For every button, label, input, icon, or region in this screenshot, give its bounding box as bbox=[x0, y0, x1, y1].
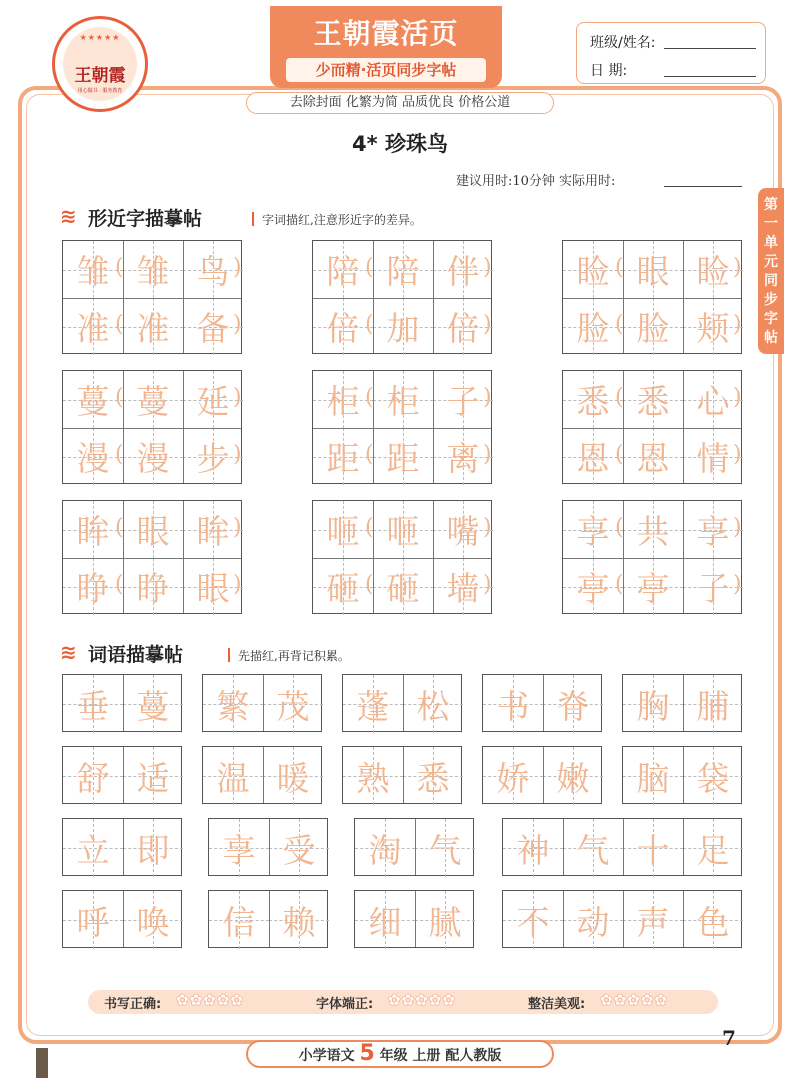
tracing-cell[interactable] bbox=[415, 819, 475, 877]
trace-character: 淘 bbox=[368, 830, 402, 870]
tracing-cell[interactable] bbox=[623, 371, 683, 428]
trace-character: 悉 bbox=[416, 758, 450, 798]
similar-char-grid bbox=[562, 500, 742, 614]
paren-close: ) bbox=[483, 571, 492, 597]
tracing-cell[interactable] bbox=[123, 371, 183, 428]
paren-close: ) bbox=[233, 571, 242, 597]
tracing-cell[interactable] bbox=[403, 747, 463, 805]
paren-open: ( bbox=[615, 384, 624, 410]
word-grid bbox=[208, 890, 328, 948]
paren-open: ( bbox=[115, 441, 124, 467]
tracing-cell[interactable] bbox=[623, 747, 683, 805]
tracing-cell[interactable] bbox=[313, 371, 373, 428]
trace-character: 立 bbox=[76, 830, 110, 870]
class-name-field[interactable] bbox=[664, 48, 756, 49]
trace-character: 嘴 bbox=[446, 512, 480, 551]
brand-subtitle: 少而精·活页同步字帖 bbox=[286, 58, 486, 82]
word-grid bbox=[354, 818, 474, 876]
tracing-cell[interactable] bbox=[63, 298, 123, 355]
trace-character: 子 bbox=[696, 569, 730, 608]
trace-character: 足 bbox=[696, 830, 730, 870]
trace-character: 气 bbox=[428, 830, 462, 870]
similar-char-grid bbox=[312, 500, 492, 614]
trace-character: 睑 bbox=[576, 252, 610, 291]
word-grid bbox=[62, 818, 182, 876]
word-grid bbox=[202, 746, 322, 804]
tracing-cell[interactable] bbox=[355, 891, 415, 949]
trace-character: 心 bbox=[696, 382, 730, 421]
tracing-cell[interactable] bbox=[623, 501, 683, 558]
trace-character: 眼 bbox=[636, 252, 670, 291]
paren-close: ) bbox=[733, 571, 742, 597]
tracing-cell[interactable] bbox=[63, 371, 123, 428]
tracing-cell[interactable] bbox=[343, 675, 403, 733]
tracing-cell[interactable] bbox=[313, 558, 373, 615]
paren-open: ( bbox=[365, 254, 374, 280]
trace-character: 气 bbox=[576, 830, 610, 870]
tracing-cell[interactable] bbox=[683, 675, 743, 733]
tracing-cell[interactable] bbox=[563, 241, 623, 298]
tracing-cell[interactable] bbox=[543, 747, 603, 805]
similar-char-grid bbox=[312, 240, 492, 354]
paren-open: ( bbox=[615, 514, 624, 540]
trace-character: 熟 bbox=[356, 758, 390, 798]
trace-character: 咂 bbox=[326, 512, 360, 551]
trace-character: 砸 bbox=[386, 569, 420, 608]
date-field[interactable] bbox=[664, 76, 756, 77]
trace-character: 娇 bbox=[496, 758, 530, 798]
trace-character: 柜 bbox=[326, 382, 360, 421]
trace-character: 漫 bbox=[76, 439, 110, 478]
trace-character: 赖 bbox=[282, 902, 316, 942]
paren-open: ( bbox=[115, 311, 124, 337]
tracing-cell[interactable] bbox=[269, 819, 329, 877]
tracing-cell[interactable] bbox=[373, 298, 433, 355]
tracing-cell[interactable] bbox=[683, 747, 743, 805]
trace-character: 信 bbox=[222, 902, 256, 942]
trace-character: 延 bbox=[196, 382, 230, 421]
logo-text: 王朝霞 bbox=[74, 66, 126, 86]
trace-character: 鸟 bbox=[196, 252, 230, 291]
trace-character: 腻 bbox=[428, 902, 462, 942]
tracing-cell[interactable] bbox=[203, 747, 263, 805]
tracing-cell[interactable] bbox=[203, 675, 263, 733]
tracing-cell[interactable] bbox=[313, 501, 373, 558]
tracing-cell[interactable] bbox=[623, 819, 683, 877]
trace-character: 茂 bbox=[276, 686, 310, 726]
tracing-cell[interactable] bbox=[563, 891, 623, 949]
trace-character: 加 bbox=[386, 309, 420, 348]
tracing-cell[interactable] bbox=[123, 891, 183, 949]
subject-label: 小学语文 bbox=[298, 1048, 355, 1064]
tracing-cell[interactable] bbox=[563, 558, 623, 615]
trace-character: 脊 bbox=[556, 686, 590, 726]
section1-note: 字词描红,注意形近字的差异。 bbox=[262, 213, 422, 227]
tracing-cell[interactable] bbox=[209, 891, 269, 949]
class-name-label: 班级/姓名: bbox=[590, 35, 656, 51]
paren-close: ) bbox=[483, 514, 492, 540]
tracing-cell[interactable] bbox=[63, 747, 123, 805]
trace-character: 距 bbox=[326, 439, 360, 478]
tracing-cell[interactable] bbox=[373, 428, 433, 485]
section2-divider bbox=[228, 648, 230, 662]
word-grid bbox=[502, 890, 742, 948]
trace-character: 细 bbox=[368, 902, 402, 942]
trace-character: 恩 bbox=[636, 439, 670, 478]
trace-character: 适 bbox=[136, 758, 170, 798]
tracing-cell[interactable] bbox=[563, 819, 623, 877]
paren-open: ( bbox=[615, 571, 624, 597]
trace-character: 不 bbox=[516, 902, 550, 942]
section2-note: 先描红,再背记积累。 bbox=[238, 649, 350, 663]
tracing-cell[interactable] bbox=[563, 371, 623, 428]
tracing-cell[interactable] bbox=[373, 501, 433, 558]
paren-open: ( bbox=[615, 254, 624, 280]
tracing-cell[interactable] bbox=[503, 891, 563, 949]
tracing-cell[interactable] bbox=[123, 501, 183, 558]
word-grid bbox=[482, 746, 602, 804]
paren-open: ( bbox=[615, 441, 624, 467]
trace-character: 脯 bbox=[696, 686, 730, 726]
paren-close: ) bbox=[483, 384, 492, 410]
tracing-cell[interactable] bbox=[483, 675, 543, 733]
tracing-cell[interactable] bbox=[63, 675, 123, 733]
trace-character: 倍 bbox=[446, 309, 480, 348]
trace-character: 眸 bbox=[196, 512, 230, 551]
tracing-cell[interactable] bbox=[63, 891, 123, 949]
trace-character: 备 bbox=[196, 309, 230, 348]
trace-character: 步 bbox=[196, 439, 230, 478]
tracing-cell[interactable] bbox=[63, 241, 123, 298]
paren-close: ) bbox=[733, 514, 742, 540]
trace-character: 漫 bbox=[136, 439, 170, 478]
trace-character: 倍 bbox=[326, 309, 360, 348]
grade-info bbox=[246, 1040, 554, 1068]
tracing-cell[interactable] bbox=[313, 241, 373, 298]
tracing-cell[interactable] bbox=[373, 371, 433, 428]
trace-character: 动 bbox=[576, 902, 610, 942]
wave-icon: ≋ bbox=[60, 640, 77, 664]
word-grid bbox=[342, 746, 462, 804]
trace-character: 声 bbox=[636, 902, 670, 942]
tracing-cell[interactable] bbox=[543, 675, 603, 733]
trace-character: 受 bbox=[282, 830, 316, 870]
trace-character: 雏 bbox=[136, 252, 170, 291]
actual-time-field[interactable] bbox=[664, 186, 742, 187]
trace-character: 唤 bbox=[136, 902, 170, 942]
trace-character: 胸 bbox=[636, 686, 670, 726]
trace-character: 共 bbox=[636, 512, 670, 551]
paren-close: ) bbox=[233, 311, 242, 337]
page-number: 7 bbox=[722, 1026, 736, 1050]
date-label: 日 期: bbox=[590, 63, 628, 79]
trace-character: 松 bbox=[416, 686, 450, 726]
grade-text: 年级 上册 配人教版 bbox=[379, 1048, 502, 1064]
trace-character: 亭 bbox=[636, 569, 670, 608]
trace-character: 咂 bbox=[386, 512, 420, 551]
brand-logo bbox=[52, 16, 148, 112]
unit-tab-label: 第 一 单 元 同 步 字 帖 bbox=[764, 197, 778, 346]
trace-character: 繁 bbox=[216, 686, 250, 726]
trace-character: 睁 bbox=[76, 569, 110, 608]
logo-subtext: 用心做书 · 服务教育 bbox=[77, 88, 123, 94]
paren-close: ) bbox=[733, 254, 742, 280]
tracing-cell[interactable] bbox=[63, 501, 123, 558]
tracing-cell[interactable] bbox=[263, 747, 323, 805]
trace-character: 颊 bbox=[696, 309, 730, 348]
similar-char-grid bbox=[312, 370, 492, 484]
tracing-cell[interactable] bbox=[123, 298, 183, 355]
trace-character: 享 bbox=[222, 830, 256, 870]
tracing-cell[interactable] bbox=[373, 241, 433, 298]
trace-character: 悉 bbox=[636, 382, 670, 421]
tracing-cell[interactable] bbox=[63, 558, 123, 615]
trace-character: 书 bbox=[496, 686, 530, 726]
trace-character: 眼 bbox=[196, 569, 230, 608]
logo-stars-icon: ★★★★★ bbox=[79, 33, 121, 42]
paren-close: ) bbox=[733, 311, 742, 337]
paren-close: ) bbox=[483, 311, 492, 337]
paren-close: ) bbox=[483, 441, 492, 467]
brand-title: 王朝霞活页 bbox=[313, 17, 459, 50]
similar-char-grid bbox=[562, 370, 742, 484]
trace-character: 袋 bbox=[696, 758, 730, 798]
time-text: 建议用时:10分钟 实际用时: bbox=[456, 174, 616, 189]
trace-character: 脸 bbox=[636, 309, 670, 348]
tracing-cell[interactable] bbox=[623, 241, 683, 298]
section2-title: 词语描摹帖 bbox=[88, 644, 184, 666]
lesson-title: 4* 珍珠鸟 bbox=[352, 132, 448, 156]
paren-close: ) bbox=[733, 441, 742, 467]
trace-character: 脑 bbox=[636, 758, 670, 798]
word-grid bbox=[622, 674, 742, 732]
trace-character: 眸 bbox=[76, 512, 110, 551]
tracing-cell[interactable] bbox=[563, 428, 623, 485]
similar-char-grid bbox=[562, 240, 742, 354]
similar-char-grid bbox=[62, 370, 242, 484]
rating-stars-clean[interactable]: ✿✿✿✿✿ bbox=[600, 991, 668, 1009]
trace-character: 恩 bbox=[576, 439, 610, 478]
tracing-cell[interactable] bbox=[123, 747, 183, 805]
trace-character: 垂 bbox=[76, 686, 110, 726]
word-grid bbox=[482, 674, 602, 732]
word-grid bbox=[62, 674, 182, 732]
trace-character: 亭 bbox=[576, 569, 610, 608]
rating-stars-neat[interactable]: ✿✿✿✿✿ bbox=[388, 991, 456, 1009]
word-grid bbox=[354, 890, 474, 948]
tracing-cell[interactable] bbox=[63, 428, 123, 485]
paren-close: ) bbox=[733, 384, 742, 410]
tracing-cell[interactable] bbox=[623, 675, 683, 733]
tracing-cell[interactable] bbox=[313, 298, 373, 355]
tracing-cell[interactable] bbox=[355, 819, 415, 877]
trace-character: 温 bbox=[216, 758, 250, 798]
trace-character: 准 bbox=[136, 309, 170, 348]
tracing-cell[interactable] bbox=[263, 675, 323, 733]
trace-character: 子 bbox=[446, 382, 480, 421]
word-grid bbox=[502, 818, 742, 876]
tracing-cell[interactable] bbox=[123, 819, 183, 877]
rating-stars-correct[interactable]: ✿✿✿✿✿ bbox=[176, 991, 244, 1009]
tracing-cell[interactable] bbox=[343, 747, 403, 805]
binding-spine bbox=[36, 1048, 48, 1078]
rating-label-clean: 整洁美观: bbox=[528, 997, 586, 1012]
trace-character: 暖 bbox=[276, 758, 310, 798]
trace-character: 享 bbox=[696, 512, 730, 551]
trace-character: 情 bbox=[696, 439, 730, 478]
tracing-cell[interactable] bbox=[123, 558, 183, 615]
paren-close: ) bbox=[483, 254, 492, 280]
trace-character: 伴 bbox=[446, 252, 480, 291]
paren-open: ( bbox=[365, 514, 374, 540]
trace-character: 悉 bbox=[576, 382, 610, 421]
trace-character: 十 bbox=[636, 830, 670, 870]
tracing-cell[interactable] bbox=[503, 819, 563, 877]
paren-open: ( bbox=[615, 311, 624, 337]
trace-character: 蔓 bbox=[136, 382, 170, 421]
trace-character: 蔓 bbox=[76, 382, 110, 421]
tracing-cell[interactable] bbox=[683, 819, 743, 877]
trace-character: 舒 bbox=[76, 758, 110, 798]
wave-icon: ≋ bbox=[60, 204, 77, 228]
trace-character: 蔓 bbox=[136, 686, 170, 726]
tracing-cell[interactable] bbox=[623, 428, 683, 485]
trace-character: 雏 bbox=[76, 252, 110, 291]
paren-close: ) bbox=[233, 254, 242, 280]
paren-open: ( bbox=[365, 571, 374, 597]
tracing-cell[interactable] bbox=[403, 675, 463, 733]
tracing-cell[interactable] bbox=[623, 891, 683, 949]
trace-character: 离 bbox=[446, 439, 480, 478]
trace-character: 眼 bbox=[136, 512, 170, 551]
trace-character: 砸 bbox=[326, 569, 360, 608]
word-grid bbox=[202, 674, 322, 732]
word-grid bbox=[62, 890, 182, 948]
rating-label-neat: 字体端正: bbox=[316, 997, 374, 1012]
trace-character: 陪 bbox=[326, 252, 360, 291]
paren-open: ( bbox=[115, 254, 124, 280]
word-grid bbox=[622, 746, 742, 804]
trace-character: 墙 bbox=[446, 569, 480, 608]
trace-character: 呼 bbox=[76, 902, 110, 942]
grade-number: 5 bbox=[359, 1041, 375, 1066]
word-grid bbox=[342, 674, 462, 732]
paren-close: ) bbox=[233, 384, 242, 410]
rating-label-correct: 书写正确: bbox=[104, 997, 162, 1012]
trace-character: 嫩 bbox=[556, 758, 590, 798]
slogan: 去除封面 化繁为简 品质优良 价格公道 bbox=[246, 92, 554, 114]
trace-character: 色 bbox=[696, 902, 730, 942]
trace-character: 睑 bbox=[696, 252, 730, 291]
similar-char-grid bbox=[62, 240, 242, 354]
word-grid bbox=[208, 818, 328, 876]
tracing-cell[interactable] bbox=[683, 891, 743, 949]
trace-character: 陪 bbox=[386, 252, 420, 291]
word-grid bbox=[62, 746, 182, 804]
paren-open: ( bbox=[365, 384, 374, 410]
trace-character: 准 bbox=[76, 309, 110, 348]
trace-character: 神 bbox=[516, 830, 550, 870]
tracing-cell[interactable] bbox=[563, 298, 623, 355]
tracing-cell[interactable] bbox=[373, 558, 433, 615]
tracing-cell[interactable] bbox=[209, 819, 269, 877]
trace-character: 柜 bbox=[386, 382, 420, 421]
tracing-cell[interactable] bbox=[123, 428, 183, 485]
section1-divider bbox=[252, 212, 254, 226]
tracing-cell[interactable] bbox=[123, 675, 183, 733]
section1-title: 形近字描摹帖 bbox=[88, 208, 203, 230]
similar-char-grid bbox=[62, 500, 242, 614]
tracing-cell[interactable] bbox=[483, 747, 543, 805]
tracing-cell[interactable] bbox=[623, 298, 683, 355]
trace-character: 距 bbox=[386, 439, 420, 478]
tracing-cell[interactable] bbox=[415, 891, 475, 949]
trace-character: 即 bbox=[136, 830, 170, 870]
trace-character: 睁 bbox=[136, 569, 170, 608]
tracing-cell[interactable] bbox=[269, 891, 329, 949]
tracing-cell[interactable] bbox=[563, 501, 623, 558]
paren-open: ( bbox=[365, 441, 374, 467]
tracing-cell[interactable] bbox=[123, 241, 183, 298]
paren-open: ( bbox=[115, 514, 124, 540]
tracing-cell[interactable] bbox=[313, 428, 373, 485]
trace-character: 脸 bbox=[576, 309, 610, 348]
paren-open: ( bbox=[115, 384, 124, 410]
trace-character: 蓬 bbox=[356, 686, 390, 726]
paren-open: ( bbox=[115, 571, 124, 597]
tracing-cell[interactable] bbox=[623, 558, 683, 615]
tracing-cell[interactable] bbox=[63, 819, 123, 877]
paren-open: ( bbox=[365, 311, 374, 337]
paren-close: ) bbox=[233, 441, 242, 467]
paren-close: ) bbox=[233, 514, 242, 540]
trace-character: 享 bbox=[576, 512, 610, 551]
